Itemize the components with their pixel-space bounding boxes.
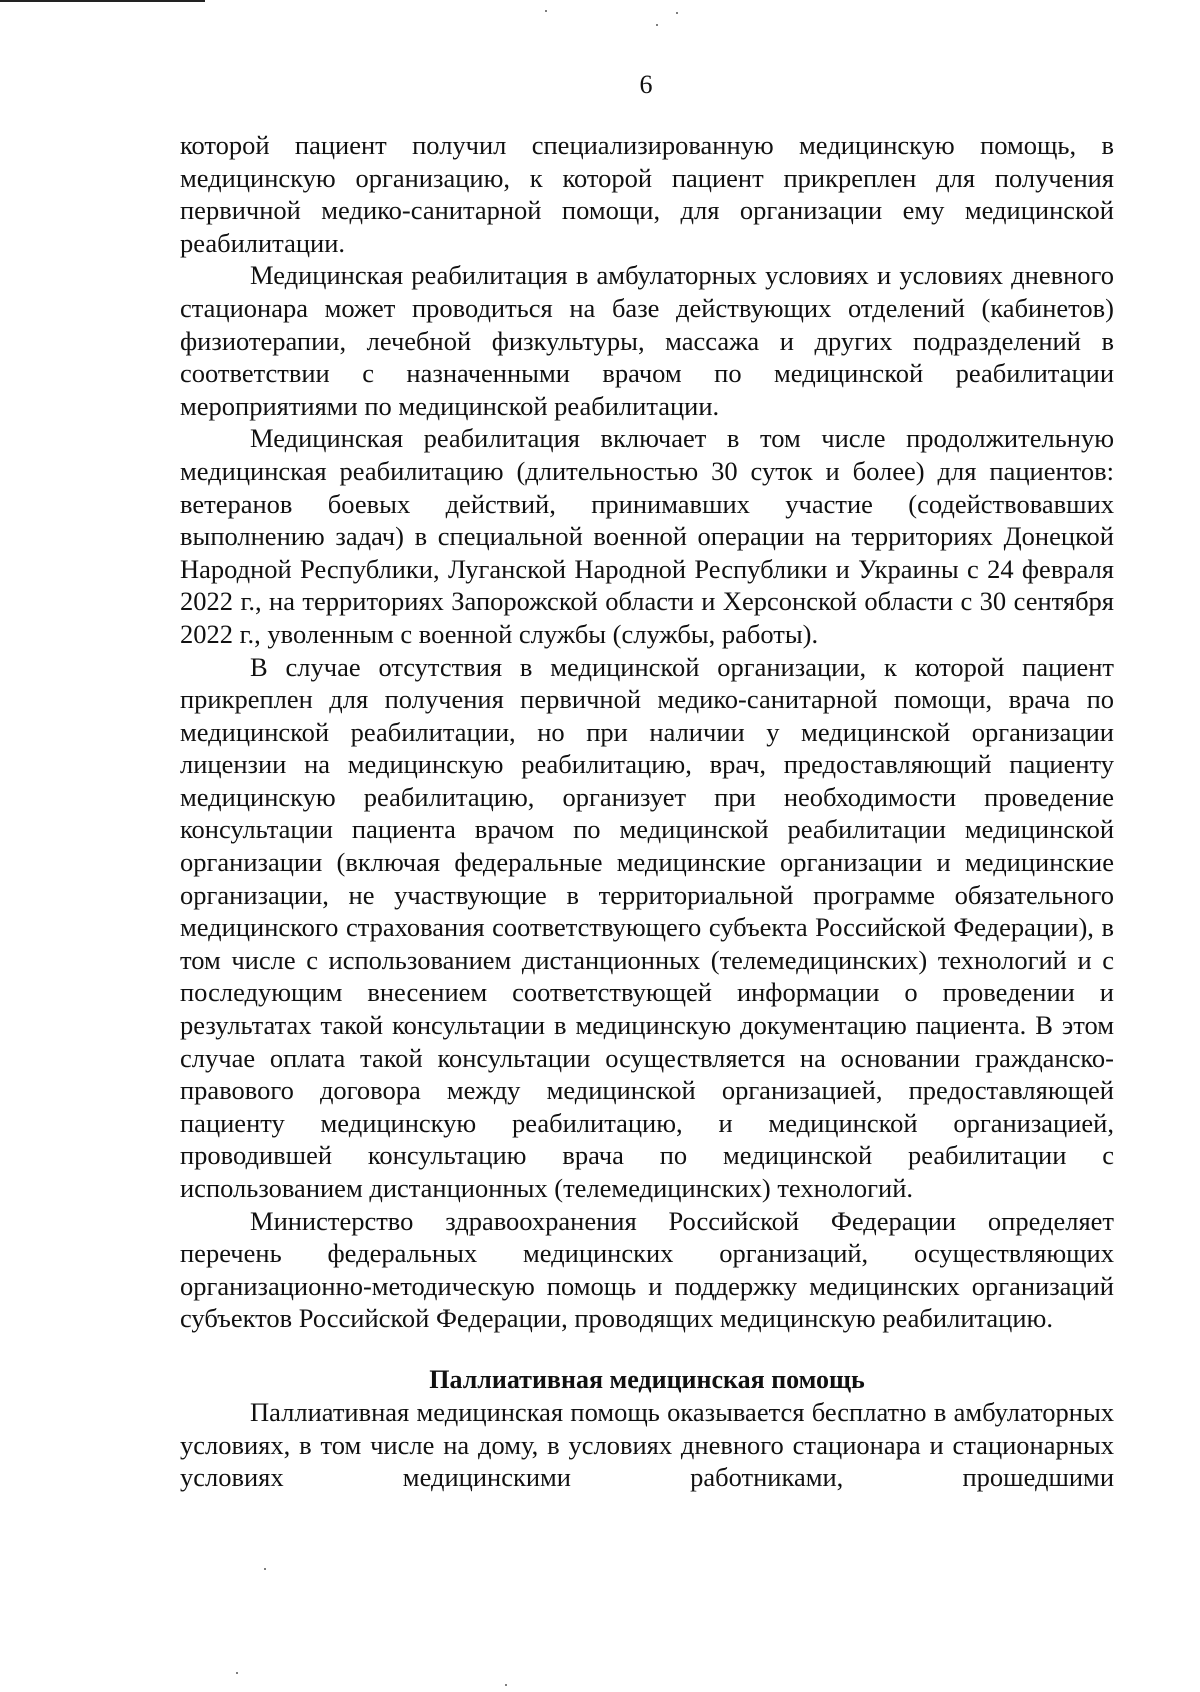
paragraph-continuation: которой пациент получил специализированную медицинскую помощь, в медицинскую организацию, к которой пациент прикреплен для получения первичной медико-санитарной помощи, для организации ему медицинской реабилитации.	[180, 130, 1114, 258]
scan-speck	[545, 10, 547, 12]
paragraph-ministry: Министерство здравоохранения Российской Федерации определяет перечень федеральных медицинских организаций, осуществляющих организационно-методическую помощь и поддержку медицинских организаций субъектов Российской Федерации, проводящих медицинскую реабилитацию.	[180, 1205, 1114, 1334]
scan-speck	[656, 24, 658, 26]
page-number: 6	[639, 70, 653, 99]
scan-speck	[264, 1568, 266, 1570]
paragraph-rehab-long-term: Медицинская реабилитация включает в том числе продолжительную медицинская реабилитацию (длительностью 30 суток и более) для пациентов: ветеранов боевых действий, принимавших участие (содействовавших выполнению задач) в специальной военной операции на территориях Донецкой Народной Республики, Луганской Народной Республики и Украины с 24 февраля 2022 г., на территориях Запорожской области и Херсонской области с 30 сентября 2022 г., уволенным с военной службы (службы, работы).	[180, 423, 1114, 649]
scan-speck	[505, 1684, 507, 1686]
paragraph-rehab-outpatient: Медицинская реабилитация в амбулаторных условиях и условиях дневного стационара может проводиться на базе действующих отделений (кабинетов) физиотерапии, лечебной физкультуры, массажа и других подразделений в соответствии с назначенными врачом по медицинской реабилитации мероприятиями по медицинской реабилитации.	[180, 260, 1114, 421]
scan-speck	[676, 12, 678, 14]
scan-edge-line	[0, 0, 205, 2]
paragraph-rehab-consultation: В случае отсутствия в медицинской организации, к которой пациент прикреплен для получения первичной медико-санитарной помощи, врача по медицинской реабилитации, но при наличии у медицинской организации лицензии на медицинскую реабилитацию, врач, предоставляющий пациенту медицинскую реабилитацию, организует при необходимости проведение консультации пациента врачом по медицинской реабилитации медицинской организации (включая федеральные медицинские организации и медицинские организации, не участвующие в территориальной программе обязательного медицинского страхования соответствующего субъекта Российской Федерации), в том числе с использованием дистанционных (телемедицинских) технологий и с последующим внесением соответствующей информации о проведении и результатах такой консультации в медицинскую документацию пациента. В этом случае оплата такой консультации осуществляется на основании гражданско-правового договора между медицинской организацией, предоставляющей пациенту медицинскую реабилитацию, и медицинской организацией, проводившей консультацию врача по медицинской реабилитации с использованием дистанционных (телемедицинских) технологий.	[180, 651, 1114, 1203]
document-body	[180, 129, 1114, 1494]
section-title: Паллиативная медицинская помощь	[429, 1364, 865, 1394]
paragraph-palliative: Паллиативная медицинская помощь оказывается бесплатно в амбулаторных условиях, в том числе на дому, в условиях дневного стационара и стационарных условиях медицинскими работниками, прошедшими	[180, 1396, 1114, 1493]
scan-speck	[236, 1672, 238, 1674]
